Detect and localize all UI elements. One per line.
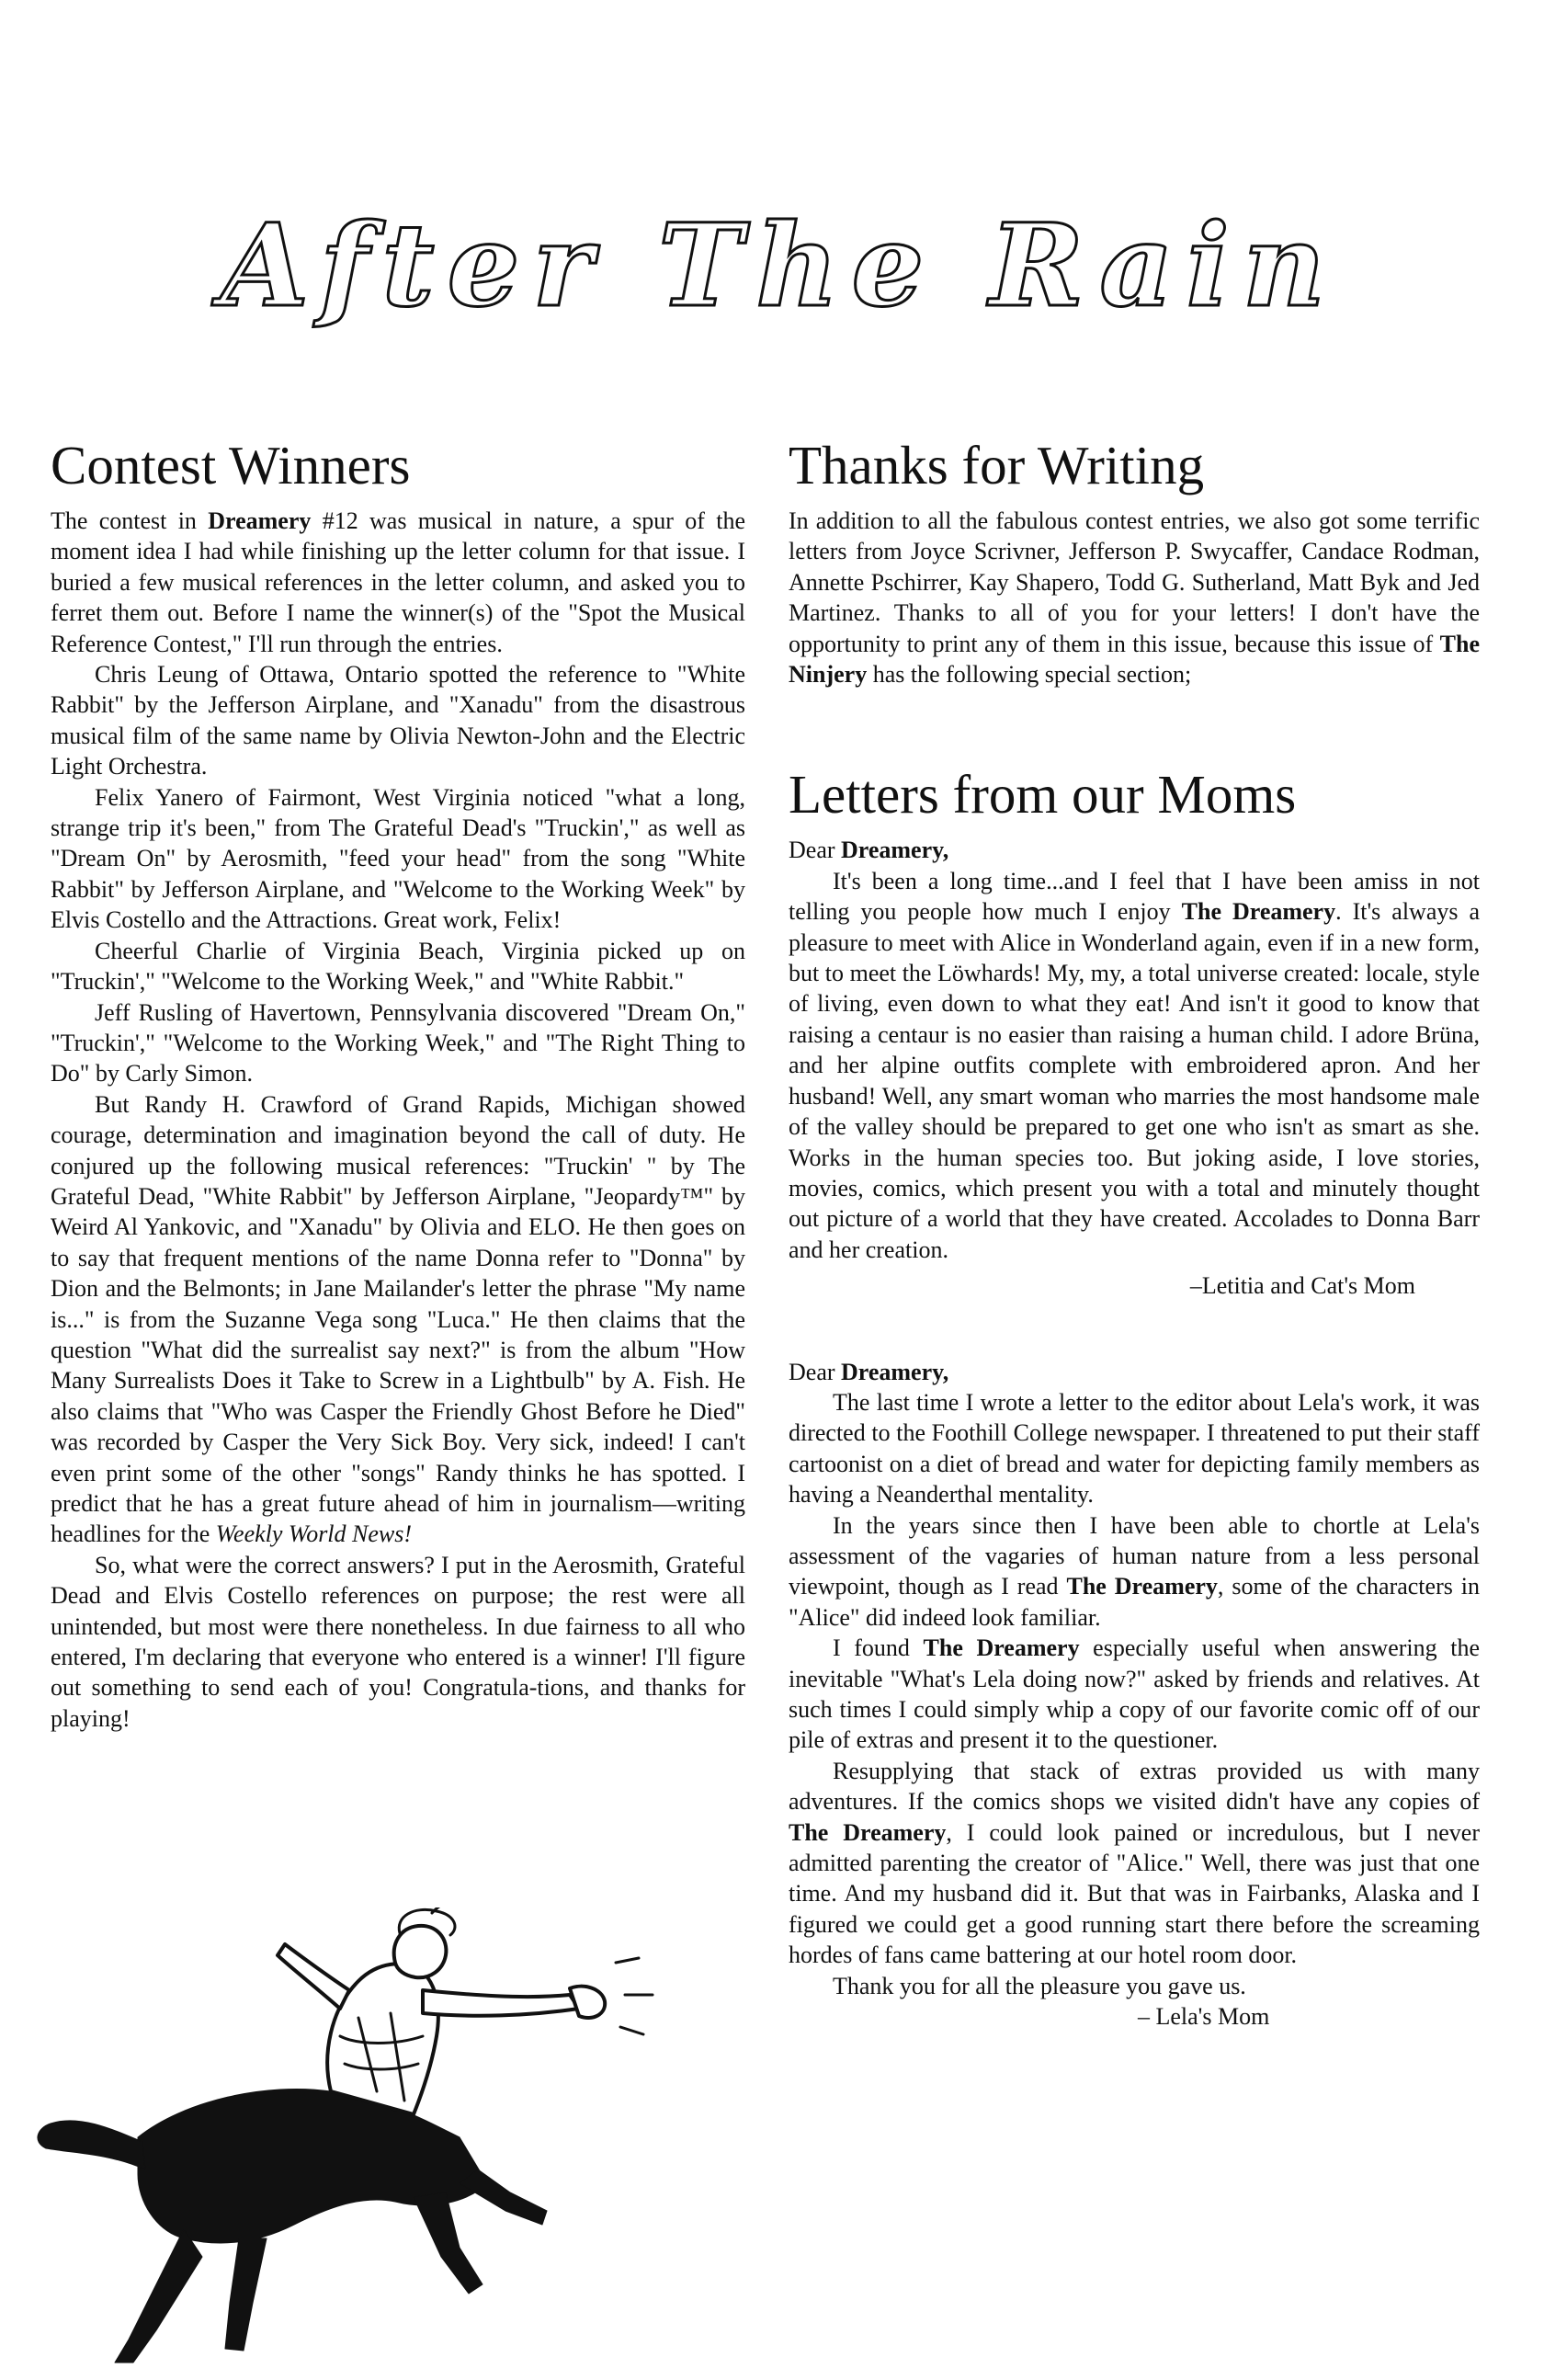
letter-salutation: Dear Dreamery, bbox=[789, 1358, 949, 1385]
contest-paragraph: Chris Leung of Ottawa, Ontario spotted the reference to "White Rabbit" by the Jefferson Airplane, and "Xanadu" from the disastrous musical film of the same name by Olivia Newton-John and the Electric Light Orchestra. bbox=[51, 661, 745, 780]
letter-signature: – Lela's Mom bbox=[1138, 2003, 1270, 2031]
right-column bbox=[789, 432, 1480, 2032]
letter-paragraph: It's been a long time...and I feel that I have been amiss in not telling you people how much I enjoy The Dreamery. It's always a pleasure to meet with Alice in Wonderland again, even if in a new form, but to meet the Löwhards! My, my, a total universe created: locale, style of living, even down to what they eat! And isn't it good to know that raising a centaur is no easier than raising a human child. I adore Brüna, and her alpine outfits complete with embroidered apron. And her husband! Well, any smart woman who marries the most handsome male of the valley should be prepared to get one who isn't as smart as she. Works in the human species too. But joking aside, I love stories, movies, comics, which present you with a total and minutely thought out picture of a world that they have created. Accolades to Donna Barr and her creation. bbox=[789, 867, 1481, 1263]
letter-2 bbox=[789, 1357, 1480, 2033]
letter-paragraph: I found The Dreamery especially useful when answering the inevitable "What's Lela doing now?" asked by friends and relatives. At such times I could simply whip a copy of our favorite comic off of our pile of extras and present it to the questioner. bbox=[789, 1634, 1480, 1754]
contest-heading: Contest Winners bbox=[51, 435, 411, 495]
left-column bbox=[51, 432, 745, 1734]
masthead bbox=[221, 188, 1339, 345]
letter-salutation: Dear Dreamery, bbox=[789, 837, 949, 864]
letter-paragraph: The last time I wrote a letter to the editor about Lela's work, it was directed to the Foothill College newspaper. I threatened to put their staff cartoonist on a diet of bread and water for depicting family members as having a Neanderthal mentality. bbox=[789, 1388, 1480, 1509]
contest-paragraph: The contest in Dreamery #12 was musical in nature, a spur of the moment idea I had while finishing up the letter column for that issue. I buried a few musical references in the letter column, and asked you to ferret them out. Before I name the winner(s) of the "Spot the Musical Reference Contest," I'll run through the entries. bbox=[51, 507, 746, 657]
letter-1 bbox=[789, 835, 1480, 1301]
contest-paragraph: Felix Yanero of Fairmont, West Virginia noticed "what a long, strange trip it's been," from The Grateful Dead's "Truckin'," as well as "Dream On" by Aerosmith, "feed your head" from the song "White Rabbit" by Jefferson Airplane, and "Welcome to the Working Week" by Elvis Costello and the Attractions. Great work, Felix! bbox=[51, 783, 745, 934]
letter-signature: –Letitia and Cat's Mom bbox=[1189, 1272, 1415, 1300]
contest-paragraph: So, what were the correct answers? I put in the Aerosmith, Grateful Dead and Elvis Costello references on purpose; the rest were all unintended, but most were there nonetheless. In due fairness to all who entered, I'm declaring that everyone who entered is a winner! I'll figure out something to send each of you! Congratula-tions, and thanks for playing! bbox=[51, 1551, 745, 1732]
thanks-paragraph: In addition to all the fabulous contest entries, we also got some terrific letters from Joyce Scrivner, Jefferson P. Swycaffer, Candace Rodman, Annette Pschirrer, Kay Shapero, Todd G. Sutherland, Matt Byk and Jed Martinez. Thanks to all of you for your letters! I don't have the opportunity to print any of them in this issue, because this issue of The Ninjery has the following special section; bbox=[789, 507, 1480, 689]
masthead-title: After The Rain bbox=[221, 199, 1339, 333]
centaur-rider-illustration bbox=[28, 1907, 781, 2367]
moms-heading: Letters from our Moms bbox=[789, 764, 1297, 826]
letter-paragraph: Resupplying that stack of extras provided us with many adventures. If the comics shops we visited didn't have any copies of The Dreamery, I could look pained or incredulous, but I never admitted parenting the creator of "Alice." Well, there was just that one time. And my husband did it. But that was in Fairbanks, Alaska and I figured we could get a good running start there before the screaming hordes of fans came battering at our hotel room door. bbox=[789, 1757, 1481, 1969]
letter-paragraph: Thank you for all the pleasure you gave us. bbox=[833, 1972, 1246, 1999]
thanks-heading: Thanks for Writing bbox=[789, 435, 1205, 495]
contest-paragraph: Cheerful Charlie of Virginia Beach, Virginia picked up on "Truckin'," "Welcome to the Working Week," and "White Rabbit." bbox=[51, 937, 745, 996]
contest-paragraph: But Randy H. Crawford of Grand Rapids, Michigan showed courage, determination and imagination beyond the call of duty. He conjured up the following musical references: "Truckin' " by The Grateful Dead, "White Rabbit" by Jefferson Airplane, "Jeopardy™" by Weird Al Yankovic, and "Xanadu" by Olivia and ELO. He then goes on to say that frequent mentions of the name Donna refer to "Donna" by Dion and the Belmonts; in Jane Mailander's letter the phrase "My name is..." is from the Suzanne Vega song "Luca." He then claims that the question "What did the surrealist say next?" is from the album "How Many Surrealists Does it Take to Screw in a Lightbulb" by A. Fish. He also claims that "Who was Casper the Friendly Ghost Before he Died" was recorded by Casper the Very Sick Boy. Very sick, indeed! I can't even print some of the other "songs" Randy thinks he has spotted. I predict that he has a great future ahead of him in journalism—writing headlines for the Weekly World News! bbox=[51, 1090, 745, 1548]
contest-paragraph: Jeff Rusling of Havertown, Pennsylvania discovered "Dream On," "Truckin'," "Welcome to the Working Week," and "The Right Thing to Do" by Carly Simon. bbox=[51, 998, 745, 1088]
letter-paragraph: In the years since then I have been able to chortle at Lela's assessment of the vagaries of human nature from a less personal viewpoint, though as I read The Dreamery, some of the characters in "Alice" did indeed look familiar. bbox=[789, 1511, 1481, 1631]
